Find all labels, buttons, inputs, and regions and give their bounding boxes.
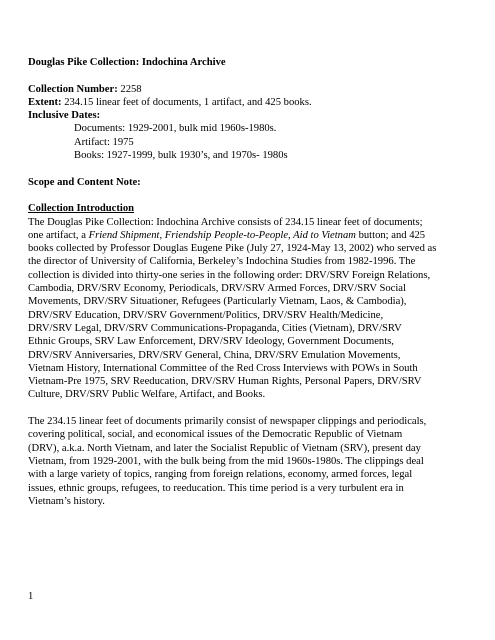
text-line: Ethnic Groups, SRV Law Enforcement, DRV/SRV Ideology, Government Documents, (28, 336, 394, 348)
scope-heading: Scope and Content Note: (28, 176, 141, 188)
collection-number-label: Collection Number: (28, 83, 118, 95)
extent-label: Extent: (28, 96, 62, 108)
document-page (28, 56, 478, 508)
spacer (28, 162, 478, 175)
inclusive-dates-label: Inclusive Dates: (28, 110, 101, 122)
text-line: the director of University of California, Berkeley’s Indochina Studies from 1982-1996. The (28, 256, 416, 268)
text-line: DRV/SRV Education, DRV/SRV Government/Politics, DRV/SRV Health/Medicine, (28, 309, 384, 321)
spacer (28, 402, 478, 415)
text-line: Vietnam-Pre 1975, SRV Reeducation, DRV/SRV Human Rights, Personal Papers, DRV/SRV (28, 376, 422, 388)
document-title: Douglas Pike Collection: Indochina Archive (28, 57, 226, 68)
dates-books: Books: 1927-1999, bulk 1930’s, and 1970s- 1980s (74, 150, 288, 162)
text-line: DRV/SRV Legal, DRV/SRV Communications-Propaganda, Cities (Vietnam), DRV/SRV (28, 322, 402, 334)
text-line: Vietnam’s history. (28, 495, 105, 507)
extent (28, 96, 478, 109)
text-line: with a large variety of topics, ranging from foreign relations, economy, armed forces, legal (28, 469, 413, 481)
text-line: (DRV), a.k.a. North Vietnam, and later the Socialist Republic of Vietnam (SRV), present day (28, 442, 421, 454)
text-segment: button; and 425 (355, 229, 426, 241)
text-line: The Douglas Pike Collection: Indochina Archive consists of 234.15 linear feet of documents; (28, 216, 423, 228)
dates-documents: Documents: 1929-2001, bulk mid 1960s-1980s. (74, 123, 277, 135)
collection-number (28, 83, 478, 96)
intro-paragraph (28, 216, 478, 402)
dates-artifact: Artifact: 1975 (74, 136, 134, 148)
text-line: Cambodia, DRV/SRV Economy, Periodicals, DRV/SRV Armed Forces, DRV/SRV Social (28, 283, 406, 295)
text-line: Movements, DRV/SRV Situationer, Refugees (Particularly Vietnam, Laos, & Cambodia), (28, 296, 407, 308)
intro-heading: Collection Introduction (28, 203, 135, 215)
text-line (28, 229, 478, 242)
collection-number-value: 2258 (117, 83, 142, 95)
text-line: issues, ethnic groups, refugees, to reeducation. This time period is a very turbulent era in (28, 482, 404, 494)
documents-paragraph (28, 415, 478, 508)
text-line: Vietnam, from 1929-2001, with the bulk being from the mid 1960s-1980s. The clippings deal (28, 455, 424, 467)
spacer (28, 69, 478, 82)
text-line: covering political, social, and economical issues of the Democratic Republic of Vietnam (28, 429, 403, 441)
extent-value: 234.15 linear feet of documents, 1 artifact, and 425 books. (61, 96, 312, 108)
text-segment: one artifact, a (28, 229, 89, 241)
button-title-italic: Friend Shipment, Friendship People-to-People, Aid to Vietnam (88, 229, 356, 241)
text-line: books collected by Professor Douglas Eugene Pike (July 27, 1924-May 13, 2002) who served as (28, 243, 437, 255)
text-line: The 234.15 linear feet of documents primarily consist of newspaper clippings and periodicals, (28, 416, 427, 428)
text-line: Vietnam History, International Committee of the Red Cross Interviews with POWs in South (28, 362, 418, 374)
text-line: collection is divided into thirty-one series in the following order: DRV/SRV Foreign Relations, (28, 269, 431, 281)
text-line: DRV/SRV Anniversaries, DRV/SRV General, China, DRV/SRV Emulation Movements, (28, 349, 401, 361)
page-number: 1 (28, 591, 34, 602)
spacer (28, 189, 478, 202)
text-line: Culture, DRV/SRV Public Welfare, Artifact, and Books. (28, 389, 266, 401)
